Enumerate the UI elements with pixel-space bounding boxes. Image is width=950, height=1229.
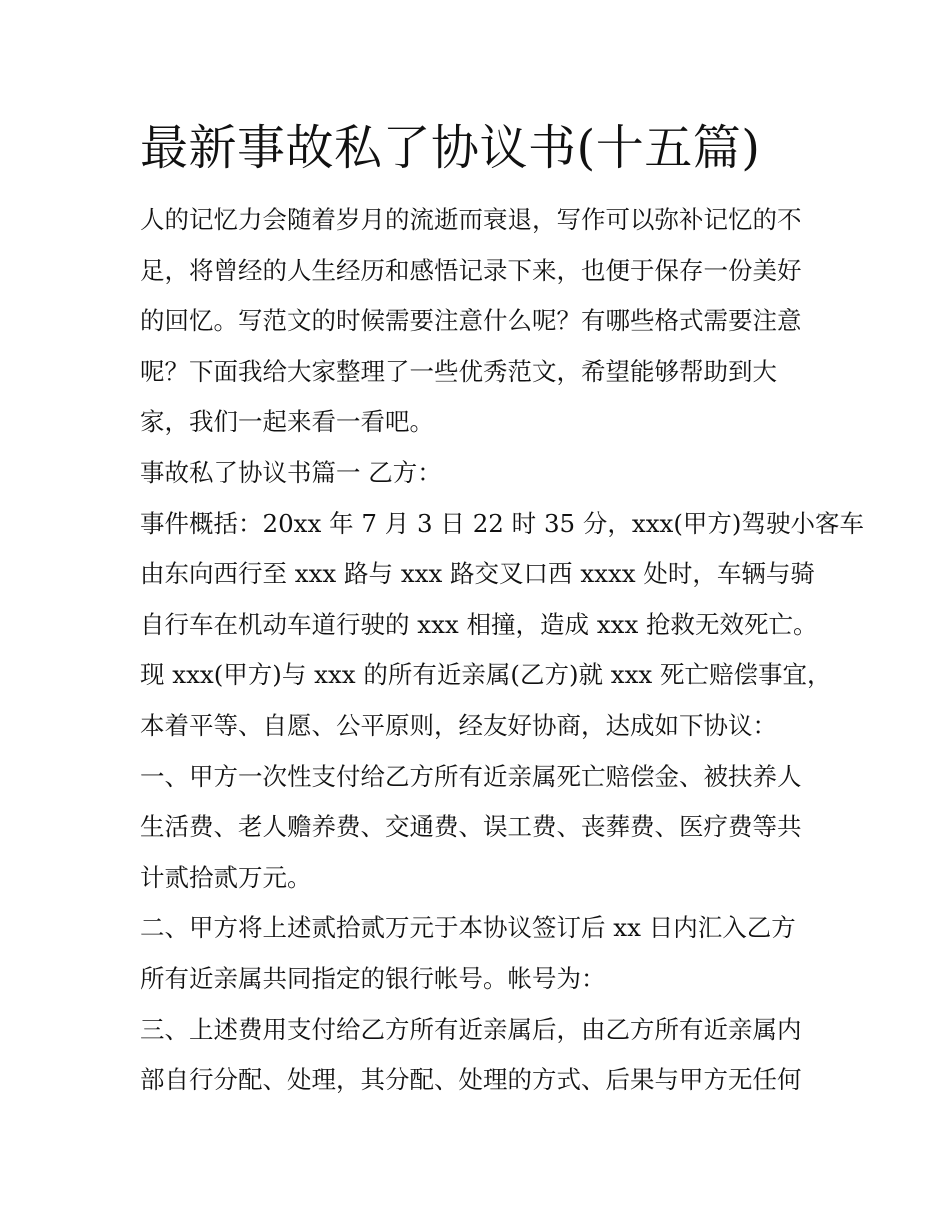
- body-line: 家，我们一起来看一看吧。: [140, 407, 434, 437]
- agreement-clause-line: 生活费、老人赡养费、交通费、误工费、丧葬费、医疗费等共: [140, 812, 802, 842]
- agreement-clause-line: 部自行分配、处理，其分配、处理的方式、后果与甲方无任何: [140, 1065, 802, 1095]
- document-body: [140, 195, 864, 1106]
- section-heading: 事故私了协议书篇一 乙方：: [140, 457, 442, 487]
- agreement-clause-line: 一、甲方一次性支付给乙方所有近亲属死亡赔偿金、被扶养人: [140, 761, 802, 791]
- body-line: 事件概括：20xx 年 7 月 3 日 22 时 35 分，xxx(甲方)驾驶小客车: [140, 508, 864, 538]
- body-line: 人的记忆力会随着岁月的流逝而衰退，写作可以弥补记忆的不: [140, 205, 802, 234]
- agreement-clause-line: 二、甲方将上述贰拾贰万元于本协议签订后 xx 日内汇入乙方: [140, 913, 796, 943]
- agreement-clause-line: 三、上述费用支付给乙方所有近亲属后，由乙方所有近亲属内: [140, 1014, 802, 1044]
- body-line: 现 xxx(甲方)与 xxx 的所有近亲属(乙方)就 xxx 死亡赔偿事宜，: [140, 660, 832, 690]
- body-line: 自行车在机动车道行驶的 xxx 相撞，造成 xxx 抢救无效死亡。: [140, 609, 818, 639]
- agreement-clause-line: 所有近亲属共同指定的银行帐号。帐号为：: [140, 963, 606, 993]
- body-line: 由东向西行至 xxx 路与 xxx 路交叉口西 xxxx 处时，车辆与骑: [140, 559, 815, 589]
- document-title: 最新事故私了协议书(十五篇): [140, 120, 761, 176]
- body-line: 的回忆。写范文的时候需要注意什么呢？有哪些格式需要注意: [140, 306, 802, 336]
- body-line: 本着平等、自愿、公平原则，经友好协商，达成如下协议：: [140, 710, 777, 740]
- body-line: 足，将曾经的人生经历和感悟记录下来，也便于保存一份美好: [140, 255, 802, 285]
- body-line: 呢？下面我给大家整理了一些优秀范文，希望能够帮助到大: [140, 356, 777, 386]
- agreement-clause-line: 计贰拾贰万元。: [140, 862, 312, 892]
